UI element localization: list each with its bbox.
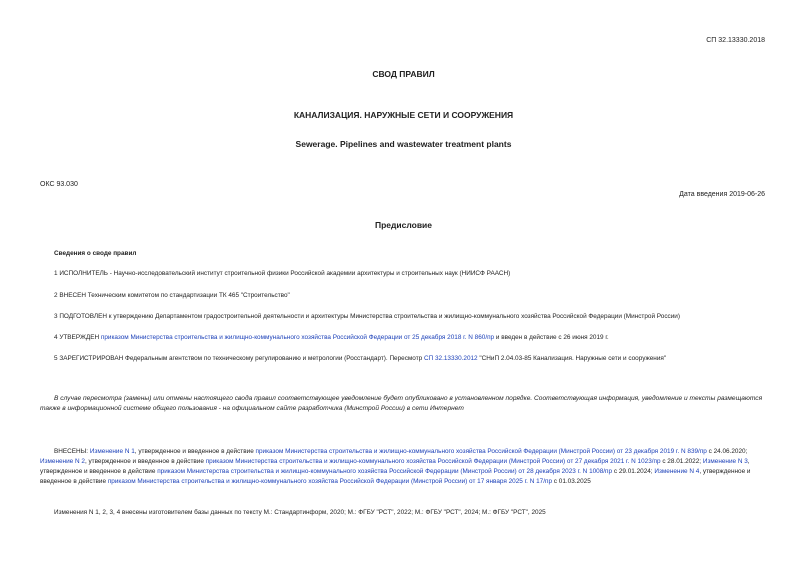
intro-date: Дата введения 2019-06-26 [679,191,765,198]
preface-item-1: 1 ИСПОЛНИТЕЛЬ - Научно-исследовательский институт строительной физики Российской академии архитектуры и строительных наук (НИИСФ РААСН) [54,270,511,277]
amend-text: с 24.06.2020; [706,448,748,455]
preface-item-5 [54,354,767,364]
amend-text: , утвержденное и введенное в действие [134,448,256,455]
doc-english-title: Sewerage. Pipelines and wastewater treatment plants [295,139,512,149]
item4-suffix: и введен в действие с 26 июня 2019 г. [494,334,609,341]
item4-order-link[interactable]: приказом Министерства строительства и жилищно-коммунального хозяйства Российской Федерации от 25 декабря 2018 г. N 860/пр [100,334,495,341]
amendment-3-link[interactable]: Изменение N 3 [702,458,748,465]
doc-code: СП 32.13330.2018 [706,37,765,44]
amend-text: , утвержденное и введенное в действие [40,468,751,485]
amend-text: с 01.03.2025 [552,478,591,485]
preface-item-3: 3 ПОДГОТОВЛЕН к утверждению Департаментом градостроительной деятельности и архитектуры Министерства строительства и жилищно-коммунального хозяйства Российской Федерации (Минстрой России) [54,313,680,320]
item4-prefix: 4 УТВЕРЖДЕН [54,334,101,341]
amendment-2-link[interactable]: Изменение N 2 [40,458,85,465]
oks-code: ОКС 93.030 [40,181,78,188]
amend-text: с 29.01.2024; [612,468,655,475]
amendment-1-link[interactable]: Изменение N 1 [89,448,135,455]
order-1-link[interactable]: приказом Министерства строительства и жилищно-коммунального хозяйства Российской Федерации (Минстрой России) от 23 декабря 2019 г. N 839/пр [255,448,707,455]
order-2-link[interactable]: приказом Министерства строительства и жилищно-коммунального хозяйства Российской Федерации (Минстрой России) от 27 декабря 2021 г. N 1023/пр [205,458,661,465]
amendment-4-link[interactable]: Изменение N 4 [654,468,700,475]
doc-subject-title: КАНАЛИЗАЦИЯ. НАРУЖНЫЕ СЕТИ И СООРУЖЕНИЯ [293,110,514,120]
db-changes-note: Изменения N 1, 2, 3, 4 внесены изготовителем базы данных по тексту М.: Стандартинформ, 2020; М.: ФГБУ "РСТ", 2022; М.: ФГБУ "РСТ", 2024; М.: ФГБУ "РСТ", 2025 [54,509,546,516]
order-4-link[interactable]: приказом Министерства строительства и жилищно-коммунального хозяйства Российской Федерации (Минстрой России) от 17 января 2025 г. N 17/пр [107,478,553,485]
preface-item-4 [54,333,767,343]
amend-text: ВНЕСЕНЫ: [54,448,90,455]
item5-sp-link[interactable]: СП 32.13330.2012 [423,355,478,362]
amendments-paragraph [40,447,767,487]
doc-type-title: СВОД ПРАВИЛ [372,69,435,79]
amend-text: , утвержденное и введенное в действие [40,458,750,475]
preface-item-2: 2 ВНЕСЕН Техническим комитетом по стандартизации ТК 465 "Строительство" [54,292,290,299]
amend-text: , утвержденное и введенное в действие [84,458,206,465]
amend-text: с 28.01.2022; [660,458,703,465]
preface-heading: Предисловие [374,220,433,230]
info-heading: Сведения о своде правил [54,250,137,257]
revision-notice: В случае пересмотра (замены) или отмены настоящего свода правил соответствующее уведомление будет опубликовано в установленном порядке. Соответствующая информация, уведомление и тексты размещаются также в информационной системе общего пользования - на официальном сайте разработчика (Минстрой России) в сети Интернет [40,395,763,412]
item5-prefix: 5 ЗАРЕГИСТРИРОВАН Федеральным агентством по техническому регулированию и метрологии (Росстандарт). Пересмотр [54,355,424,362]
order-3-link[interactable]: приказом Министерства строительства и жилищно-коммунального хозяйства Российской Федерации (Минстрой России) от 28 декабря 2023 г. N 1008/пр [157,468,613,475]
item5-suffix: "СНиП 2.04.03-85 Канализация. Наружные сети и сооружения" [477,355,667,362]
